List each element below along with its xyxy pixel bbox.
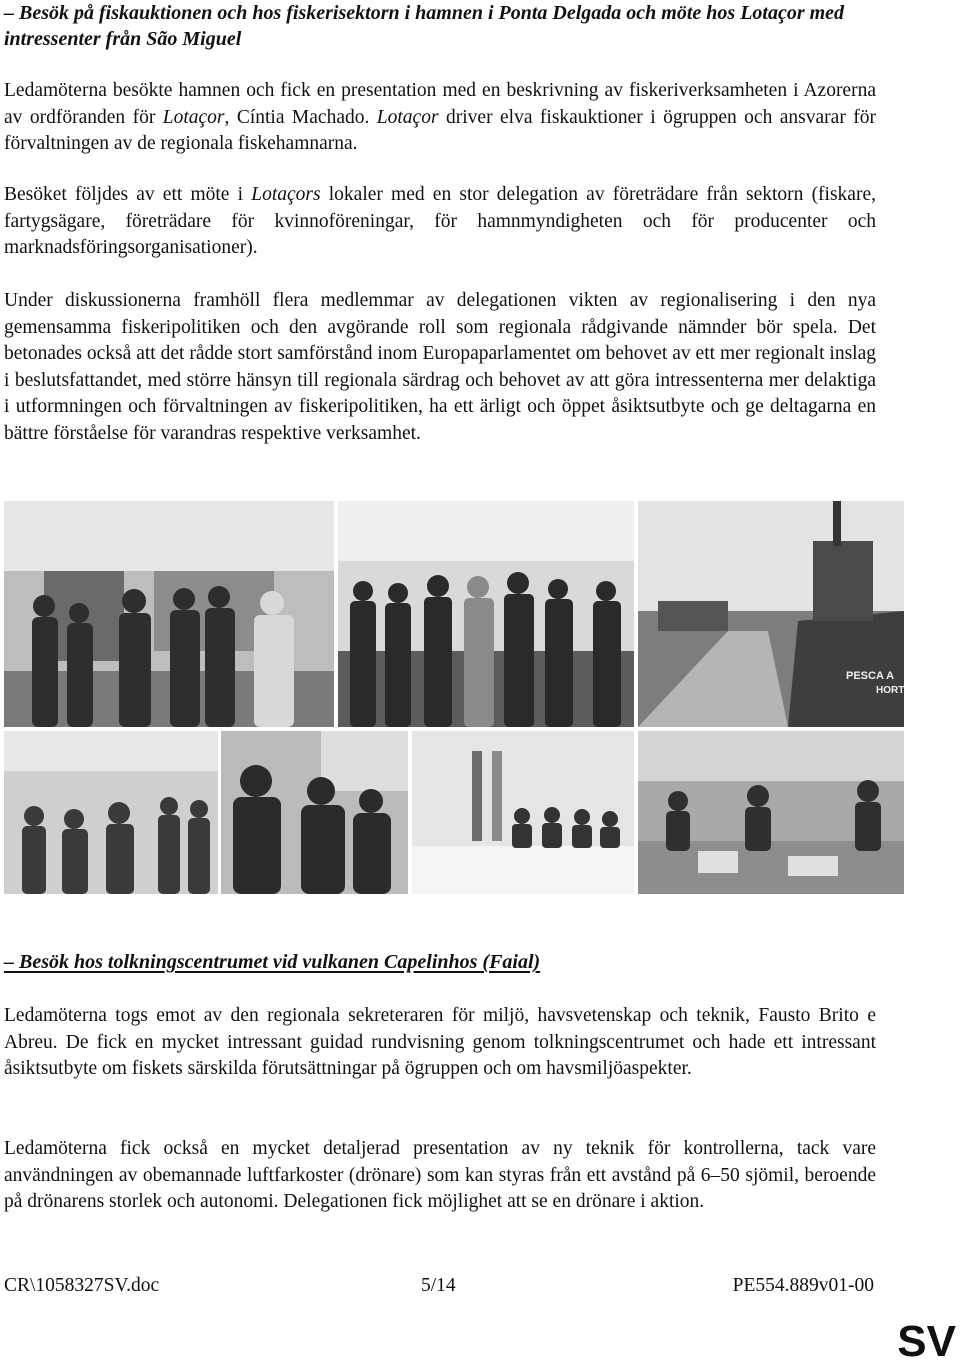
boat-name-label: PESCA A bbox=[846, 670, 895, 682]
text-run: driver elva fiskauktioner i ögruppen och ansvarar för förvaltningen av de regionala fiskehamnarna. bbox=[4, 106, 876, 155]
photo-meeting-audience bbox=[4, 731, 218, 894]
photo-meeting-panel bbox=[412, 731, 634, 894]
organisation-name: Lotaçors bbox=[251, 184, 321, 205]
photo-group-outside-building bbox=[4, 501, 334, 727]
photo-group-at-harbour bbox=[338, 501, 634, 727]
footer-document-reference: CR\1058327SV.doc bbox=[4, 1275, 160, 1296]
section-1-paragraph-2 bbox=[4, 182, 876, 262]
section-2-paragraph-2: Ledamöterna fick också en mycket detaljerad presentation av ny teknik för kontrollerna, tack vare användningen av obemannade luftfarkoster (drönare) som kan styras från ett avstånd på 6–50 sjömil, beroende på drönarens storlek och autonomi. Delegationen fick möjlighet att se en drönare i aktion. bbox=[4, 1138, 876, 1213]
section-2-heading bbox=[4, 949, 904, 975]
heading-dash: – bbox=[4, 951, 14, 973]
section-1-paragraph-3: Under diskussionerna framhöll flera medlemmar av delegationen vikten av regionalisering i den nya gemensamma fiskeripolitiken och den avgörande roll som regionala rådgivande nämnder bör spela. Det betonades också att det rådde stort samförstånd inom Europaparlamentet om behovet av ett mer regionalt inslag i beslutsfattandet, med större hänsyn till regionala särdrag och behovet av att göra intressenterna mer delaktiga i utformningen och förvaltningen av fiskeripolitiken, ha ett ärligt och öppet åsiktsutbyte och ge deltagarna en bättre förståelse för varandras respektive verksamhet. bbox=[4, 290, 876, 444]
organisation-name: Lotaçor bbox=[162, 106, 225, 128]
text-run: Ledamöterna besökte hamnen och fick en presentation med en beskrivning av fiskeriverksamheten i Azorerna av ordföranden för bbox=[4, 80, 876, 128]
text-run: lokaler med en stor delegation av företrädare från sektorn (fiskare, fartygsägare, företrädare för kvinnoföreningar, för hamnmyndigheten och för producenter och marknadsföringsorganisationer). bbox=[4, 184, 876, 259]
section-1-heading: – Besök på fiskauktionen och hos fiskerisektorn i hamnen i Ponta Delgada och möte hos Lotaçor med intressenter från São Miguel bbox=[4, 2, 845, 50]
footer-pe-reference: PE554.889v01-00 bbox=[732, 1275, 874, 1296]
photo-harbour-pier-boat bbox=[638, 501, 904, 727]
text-run: Besöket följdes av ett möte i bbox=[4, 184, 252, 205]
boat-port-label: HORT bbox=[876, 685, 904, 696]
footer-page-number: 5/14 bbox=[421, 1275, 456, 1296]
photo-fish-auction-hall bbox=[638, 731, 904, 894]
photo-meeting-audience-closeup bbox=[221, 731, 408, 894]
section-2-paragraph-1: Ledamöterna togs emot av den regionala sekreteraren för miljö, havsvetenskap och teknik, Fausto Brito e Abreu. De fick en mycket intressant guidad rundvisning genom tolkningscentrumet och hade ett intressant åsiktsutbyte om fiskets särskilda förutsättningar på ögruppen och om havsmiljöaspekter. bbox=[4, 1005, 876, 1080]
section-1-paragraph-1 bbox=[4, 78, 876, 158]
text-run: , Cíntia Machado. bbox=[224, 106, 377, 128]
organisation-name: Lotaçor bbox=[376, 106, 439, 128]
heading-text: Besök hos tolkningscentrumet vid vulkanen Capelinhos (Faial) bbox=[19, 951, 541, 973]
language-code: SV bbox=[897, 1317, 956, 1366]
